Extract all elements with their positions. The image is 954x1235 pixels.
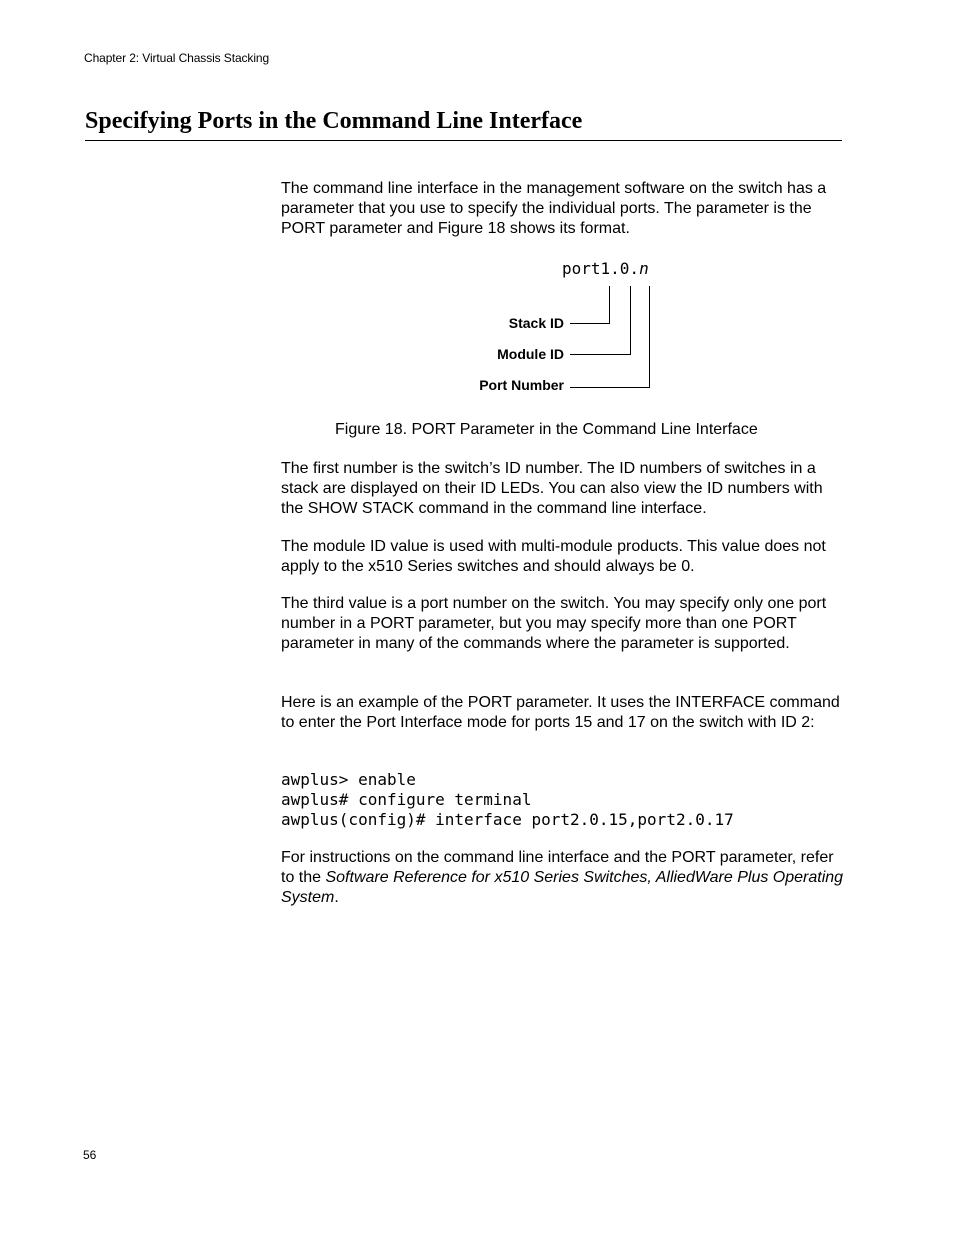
port-variable: n [639, 259, 649, 278]
code-line: awplus(config)# interface port2.0.15,port2.0.17 [281, 810, 734, 830]
port-number-label: Port Number [479, 377, 564, 393]
code-example [281, 770, 734, 831]
figure-caption: Figure 18. PORT Parameter in the Command Line Interface [335, 421, 758, 438]
port-prefix: port1.0. [562, 259, 640, 278]
port-format-figure [440, 255, 700, 405]
closing-text: For instructions on the command line interface and the PORT parameter, refer to the [281, 849, 834, 887]
chapter-header: Chapter 2: Virtual Chassis Stacking [84, 51, 270, 65]
closing-paragraph [281, 848, 846, 909]
third-value-paragraph: The third value is a port number on the switch. You may specify only one port number in a PORT parameter, but you may specify more than one PORT parameter in many of the commands where the parameter is supported. [281, 595, 827, 653]
section-title: Specifying Ports in the Command Line Interface [85, 108, 583, 134]
port-format-text [562, 259, 649, 278]
module-id-callout-line [570, 286, 631, 355]
module-id-paragraph: The module ID value is used with multi-module products. This value does not apply to the x510 Series switches and should always be 0. [281, 538, 826, 576]
intro-paragraph: The command line interface in the management software on the switch has a parameter that you use to specify the individual ports. The parameter is the PORT parameter and Figure 18 shows its format. [281, 180, 827, 238]
title-rule [85, 140, 842, 141]
reference-title: Software Reference for x510 Series Switches, AlliedWare Plus Operating System [281, 869, 844, 907]
code-line: awplus# configure terminal [281, 790, 532, 810]
page-number: 56 [83, 1148, 97, 1162]
stack-id-label: Stack ID [508, 315, 564, 331]
stack-id-callout-line [570, 286, 610, 324]
code-line: awplus> enable [281, 770, 416, 789]
closing-period: . [334, 889, 339, 907]
first-number-paragraph: The first number is the switch’s ID number. The ID numbers of switches in a stack are displayed on their ID LEDs. You can also view the ID numbers with the SHOW STACK command in the command line interface. [281, 460, 823, 518]
module-id-label: Module ID [497, 346, 564, 362]
example-paragraph: Here is an example of the PORT parameter. It uses the INTERFACE command to enter the Port Interface mode for ports 15 and 17 on the switch with ID 2: [281, 694, 840, 732]
